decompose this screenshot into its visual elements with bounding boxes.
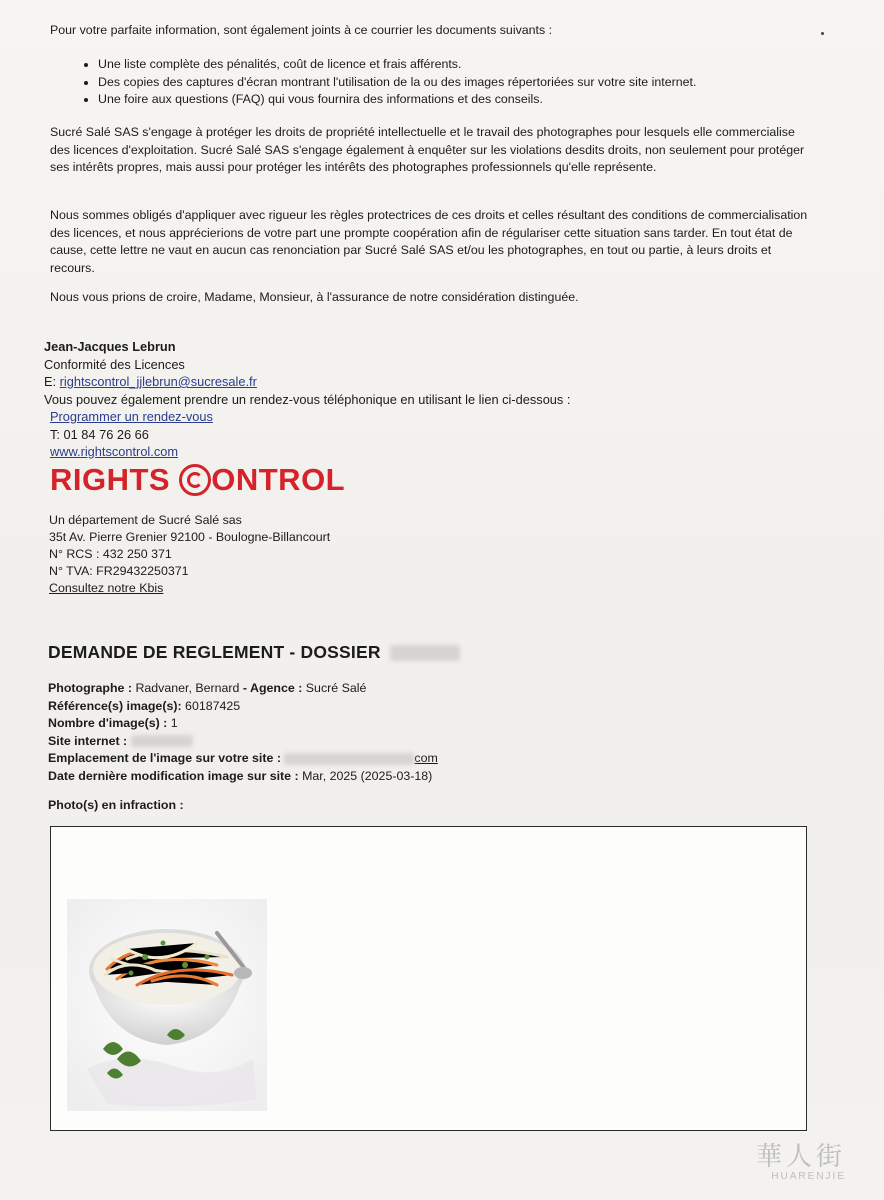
redacted-location [284,753,414,765]
count-line [48,715,438,733]
claim-heading [48,642,460,663]
count-value: 1 [170,716,178,730]
agency-label: - Agence : [242,681,303,695]
claim-heading-text: DEMANDE DE REGLEMENT - DOSSIER [48,642,381,662]
signatory-name: Jean-Jacques Lebrun [44,339,176,354]
appointment-line [44,408,570,426]
kbis-link[interactable]: Consultez notre Kbis [49,581,164,595]
refs-line [48,698,438,716]
refs-label: Référence(s) image(s): [48,698,182,713]
closing-formula: Nous vous prions de croire, Madame, Monsieur, à l'assurance de notre considération distinguée. [50,290,579,304]
company-info [49,512,330,597]
count-label: Nombre d'image(s) : [48,716,168,730]
agency-value: Sucré Salé [305,681,367,695]
photographer-value: Radvaner, Bernard [135,681,240,695]
email-line [44,373,570,391]
list-item: • Une liste complète des pénalités, coût de licence et frais afférents. [98,56,696,74]
phone-number: T: 01 84 76 26 66 [50,426,149,442]
modified-value: Mar, 2025 (2025-03-18) [302,768,433,783]
photographer-line [48,680,438,698]
appointment-link[interactable]: Programmer un rendez-vous [50,409,213,424]
logo-text-control: ONTROL [211,462,346,497]
redacted-site [131,735,193,747]
redacted-dossier-number [390,645,460,661]
phone-appointment-note: Vous pouvez également prendre un rendez-vous téléphonique en utilisant le lien ci-dessous : [44,391,571,407]
signature-block [44,338,570,461]
scan-speck [821,32,824,35]
location-tail: com [414,751,438,765]
modified-line [48,768,438,786]
logo-text-rights: RIGHTS [50,462,171,497]
signatory-role: Conformité des Licences [44,356,185,372]
site-label: Site internet : [48,733,128,748]
site-line [48,733,438,751]
location-label: Emplacement de l'image sur votre site : [48,751,281,765]
watermark-cn: 華人街 [755,1142,846,1172]
attached-documents-list [62,56,696,109]
email-link[interactable]: rightscontrol_jjlebrun@sucresale.fr [59,374,257,389]
refs-value: 60187425 [185,698,241,713]
website-line [44,443,570,461]
website-link[interactable]: www.rightscontrol.com [50,444,179,459]
salad-bowl-photo [67,899,267,1111]
company-department: Un département de Sucré Salé sas [49,513,242,527]
photographer-label: Photographe : [48,681,132,695]
location-line [48,750,438,768]
email-prefix: E: [44,374,60,389]
commitment-paragraph: Sucré Salé SAS s'engage à protéger les droits de propriété intellectuelle et le travail des photographes pour lesquels elle commercialise des licences d'exploitation. Sucré Salé SAS s'engage également à enquêter sur les violations desdits droits, non seulement pour protéger ses intérêts propres, mais aussi pour protéger les intérêts des photographes professionnels qu'elle représente. [50,125,805,174]
infringing-photo-frame [50,826,807,1131]
logo-c-icon [179,464,211,496]
list-item: • Une foire aux questions (FAQ) qui vous fournira des informations et des conseils. [98,91,696,109]
company-tva: N° TVA: FR29432250371 [49,564,189,578]
list-item: • Des copies des captures d'écran montrant l'utilisation de la ou des images répertoriées sur votre site internet. [98,74,696,92]
intro-text: Pour votre parfaite information, sont également joints à ce courrier les documents suivants : [50,23,553,37]
watermark [756,1136,846,1182]
kbis-line [49,580,330,597]
modified-label: Date dernière modification image sur site : [48,768,299,783]
photos-label: Photo(s) en infraction : [48,798,184,812]
company-address: 35t Av. Pierre Grenier 92100 - Boulogne-Billancourt [49,530,331,544]
obligation-paragraph: Nous sommes obligés d'appliquer avec rigueur les règles protectrices de ces droits et celles résultant des conditions de commercialisation des licences, et nous apprécierions de votre part une prompte coopération afin de régulariser cette situation sans tarder. En tout état de cause, cette lettre ne vaut en aucun cas renonciation par Sucré Salé SAS et/ou les photographes, en tout ou partie, à leurs droits et recours. [50,208,808,275]
rights-control-logo [50,462,345,498]
watermark-en: HUARENJIE [771,1171,846,1182]
claim-details [48,680,438,785]
company-rcs: N° RCS : 432 250 371 [49,547,172,561]
